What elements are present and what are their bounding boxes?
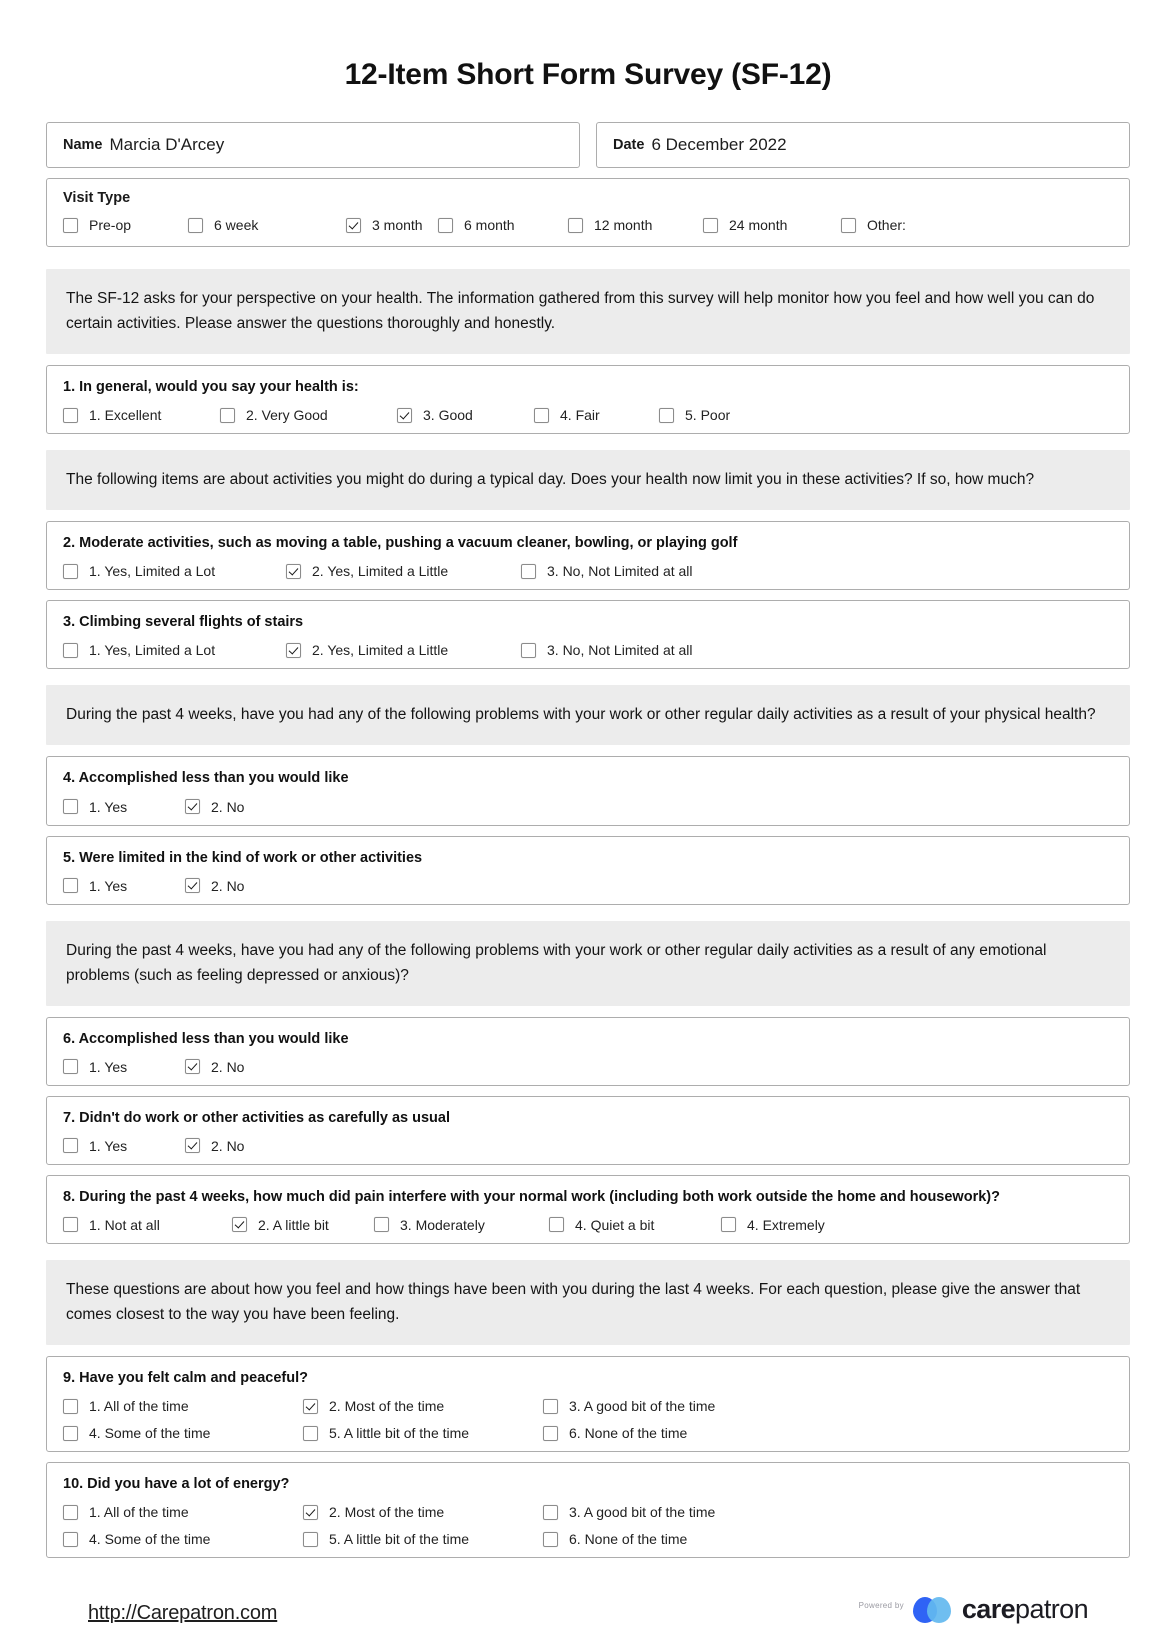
checkbox-option-label: 3. Moderately <box>400 1216 485 1233</box>
checkbox-option[interactable] <box>521 563 693 579</box>
checkbox-option-label: 2. A little bit <box>258 1216 329 1233</box>
checkbox-icon[interactable] <box>568 218 583 233</box>
checkbox-option[interactable] <box>63 642 286 658</box>
checkbox-option[interactable] <box>63 799 185 815</box>
checkbox-icon[interactable] <box>188 218 203 233</box>
brand-name-bold: care <box>961 1594 1016 1625</box>
checkbox-checked-icon[interactable] <box>185 1138 200 1153</box>
checkbox-option[interactable] <box>63 1398 303 1414</box>
checkbox-icon[interactable] <box>534 408 549 423</box>
question-3-options <box>63 642 1113 658</box>
checkbox-checked-icon[interactable] <box>303 1399 318 1414</box>
checkbox-icon[interactable] <box>521 643 536 658</box>
checkbox-option[interactable] <box>63 878 185 894</box>
checkbox-option[interactable] <box>185 799 244 815</box>
question-1-text: 1. In general, would you say your health is: <box>63 379 359 396</box>
feelings-instruction: These questions are about how you feel and how things have been with you during the last 4 weeks. For each question, please give the answer that comes closest to the way you have been feeling. <box>46 1260 1130 1345</box>
checkbox-option-label: 1. Yes <box>89 877 128 894</box>
checkbox-option[interactable] <box>63 1504 303 1520</box>
checkbox-option[interactable] <box>438 217 568 233</box>
checkbox-option-label: 2. No <box>211 798 245 815</box>
question-5-options <box>63 878 1113 894</box>
checkbox-icon[interactable] <box>63 1505 78 1520</box>
checkbox-icon[interactable] <box>63 1399 78 1414</box>
checkbox-option[interactable] <box>63 217 188 233</box>
checkbox-option-label: 1. Yes <box>89 1137 128 1154</box>
question-3 <box>46 600 1130 669</box>
question-8 <box>46 1175 1130 1244</box>
checkbox-option-label: 4. Some of the time <box>89 1425 211 1442</box>
checkbox-option[interactable] <box>63 1425 303 1441</box>
checkbox-option[interactable] <box>63 1217 232 1233</box>
checkbox-option-label: 4. Fair <box>560 407 600 424</box>
question-9 <box>46 1356 1130 1452</box>
checkbox-icon[interactable] <box>659 408 674 423</box>
physical-health-instruction: During the past 4 weeks, have you had any of the following problems with your work or other regular daily activities as a result of your physical health? <box>46 685 1130 745</box>
checkbox-option[interactable] <box>286 563 521 579</box>
checkbox-option-label: 3. No, Not Limited at all <box>547 563 693 580</box>
name-label: Name <box>63 137 103 153</box>
checkbox-option-label: 2. Very Good <box>246 407 328 424</box>
checkbox-option[interactable] <box>286 642 521 658</box>
intro-instruction: The SF-12 asks for your perspective on your health. The information gathered from this survey will help monitor how you feel and how well you can do certain activities. Please answer the questions thoroughly and honestly. <box>46 269 1130 354</box>
checkbox-option[interactable] <box>397 407 534 423</box>
checkbox-option-label: 2. Yes, Limited a Little <box>312 563 449 580</box>
checkbox-checked-icon[interactable] <box>185 799 200 814</box>
checkbox-option[interactable] <box>841 217 906 233</box>
checkbox-option[interactable] <box>568 217 703 233</box>
checkbox-option-label: 3. Good <box>423 407 473 424</box>
checkbox-checked-icon[interactable] <box>346 218 361 233</box>
checkbox-option[interactable] <box>543 1425 1113 1441</box>
checkbox-icon[interactable] <box>721 1217 736 1232</box>
checkbox-icon[interactable] <box>63 1532 78 1547</box>
checkbox-option-label: 4. Some of the time <box>89 1531 211 1548</box>
checkbox-checked-icon[interactable] <box>185 878 200 893</box>
checkbox-icon[interactable] <box>63 878 78 893</box>
checkbox-option-label: 5. Poor <box>685 407 731 424</box>
checkbox-option[interactable] <box>63 1138 185 1154</box>
checkbox-option-label: 2. Yes, Limited a Little <box>312 642 449 659</box>
checkbox-icon[interactable] <box>703 218 718 233</box>
checkbox-checked-icon[interactable] <box>286 564 301 579</box>
checkbox-option-label: 3 month <box>372 217 423 233</box>
question-7-text: 7. Didn't do work or other activities as carefully as usual <box>63 1109 451 1126</box>
checkbox-option[interactable] <box>185 1138 244 1154</box>
checkbox-option[interactable] <box>63 1059 185 1075</box>
checkbox-option[interactable] <box>543 1398 1113 1414</box>
checkbox-option-label: 3. A good bit of the time <box>569 1398 716 1415</box>
checkbox-option[interactable] <box>303 1531 543 1547</box>
checkbox-icon[interactable] <box>438 218 453 233</box>
checkbox-option[interactable] <box>303 1425 543 1441</box>
checkbox-checked-icon[interactable] <box>185 1059 200 1074</box>
question-10-text: 10. Did you have a lot of energy? <box>63 1476 290 1493</box>
question-3-text: 3. Climbing several flights of stairs <box>63 614 304 631</box>
question-1-options <box>63 407 1113 423</box>
checkbox-option[interactable] <box>659 407 869 423</box>
question-6-text: 6. Accomplished less than you would like <box>63 1030 349 1047</box>
checkbox-option[interactable] <box>549 1217 721 1233</box>
question-8-text: 8. During the past 4 weeks, how much did pain interfere with your normal work (including both work outside the home and housework)? <box>63 1188 1000 1205</box>
visit-type-options <box>63 217 1113 233</box>
powered-by-label: Powered by <box>858 1600 904 1610</box>
question-8-options <box>63 1217 1113 1233</box>
checkbox-option-label: 2. Most of the time <box>329 1398 445 1415</box>
checkbox-option-label: Other: <box>867 217 906 233</box>
checkbox-option[interactable] <box>534 407 659 423</box>
checkbox-icon[interactable] <box>63 1138 78 1153</box>
question-4-options <box>63 799 1113 815</box>
checkbox-option-label: 1. Not at all <box>89 1216 160 1233</box>
question-5 <box>46 836 1130 905</box>
checkbox-checked-icon[interactable] <box>286 643 301 658</box>
question-9-options <box>63 1398 1113 1441</box>
page-title: 12-Item Short Form Survey (SF-12) <box>344 58 832 91</box>
checkbox-option-label: Pre-op <box>89 217 132 233</box>
checkbox-option-label: 5. A little bit of the time <box>329 1531 470 1548</box>
question-6-options <box>63 1059 1113 1075</box>
question-10-options <box>63 1504 1113 1547</box>
checkbox-icon[interactable] <box>63 564 78 579</box>
date-value: 6 December 2022 <box>651 135 787 154</box>
checkbox-option-label: 6. None of the time <box>569 1425 688 1442</box>
checkbox-option-label: 2. No <box>211 877 245 894</box>
checkbox-icon[interactable] <box>841 218 856 233</box>
checkbox-option-label: 12 month <box>594 217 653 233</box>
checkbox-option-label: 2. No <box>211 1058 245 1075</box>
checkbox-option-label: 1. Excellent <box>89 407 162 424</box>
name-value: Marcia D'Arcey <box>109 135 225 154</box>
checkbox-option-label: 6 month <box>464 217 515 233</box>
checkbox-option-label: 24 month <box>729 217 788 233</box>
checkbox-option[interactable] <box>63 407 220 423</box>
checkbox-icon[interactable] <box>543 1532 558 1547</box>
checkbox-option[interactable] <box>63 563 286 579</box>
checkbox-option[interactable] <box>220 407 397 423</box>
checkbox-icon[interactable] <box>374 1217 389 1232</box>
checkbox-checked-icon[interactable] <box>397 408 412 423</box>
checkbox-option-label: 1. Yes <box>89 1058 128 1075</box>
question-5-text: 5. Were limited in the kind of work or other activities <box>63 849 423 866</box>
checkbox-option[interactable] <box>188 217 346 233</box>
checkbox-option-label: 2. No <box>211 1137 245 1154</box>
activities-instruction: The following items are about activities you might do during a typical day. Does your health now limit you in these activities? If so, how much? <box>46 450 1130 510</box>
question-4-text: 4. Accomplished less than you would like <box>63 770 349 787</box>
checkbox-option-label: 3. A good bit of the time <box>569 1504 716 1521</box>
checkbox-option-label: 1. Yes <box>89 798 128 815</box>
checkbox-option[interactable] <box>703 217 841 233</box>
checkbox-icon[interactable] <box>220 408 235 423</box>
checkbox-option-label: 6 week <box>214 217 259 233</box>
checkbox-icon[interactable] <box>543 1399 558 1414</box>
question-4 <box>46 756 1130 825</box>
checkbox-option[interactable] <box>185 1059 244 1075</box>
checkbox-icon[interactable] <box>63 218 78 233</box>
checkbox-option[interactable] <box>721 1217 931 1233</box>
checkbox-option[interactable] <box>303 1398 543 1414</box>
checkbox-option[interactable] <box>346 217 438 233</box>
checkbox-option[interactable] <box>63 1531 303 1547</box>
checkbox-option[interactable] <box>374 1217 549 1233</box>
question-2-options <box>63 563 1113 579</box>
checkbox-option-label: 2. Most of the time <box>329 1504 445 1521</box>
checkbox-icon[interactable] <box>63 1426 78 1441</box>
question-6 <box>46 1017 1130 1086</box>
name-field[interactable] <box>46 122 580 168</box>
date-label: Date <box>613 137 645 153</box>
checkbox-icon[interactable] <box>303 1532 318 1547</box>
checkbox-option-label: 1. All of the time <box>89 1398 189 1415</box>
checkbox-icon[interactable] <box>303 1426 318 1441</box>
carepatron-link[interactable]: http://Carepatron.com <box>88 1602 278 1625</box>
checkbox-option[interactable] <box>303 1504 543 1520</box>
page-footer <box>46 1594 1130 1625</box>
emotional-problems-instruction: During the past 4 weeks, have you had any of the following problems with your work or other regular daily activities as a result of any emotional problems (such as feeling depressed or anxious)? <box>46 921 1130 1006</box>
checkbox-icon[interactable] <box>521 564 536 579</box>
visit-type-section <box>46 178 1130 247</box>
checkbox-option[interactable] <box>185 878 244 894</box>
checkbox-option[interactable] <box>543 1531 1113 1547</box>
checkbox-option-label: 3. No, Not Limited at all <box>547 642 693 659</box>
checkbox-icon[interactable] <box>63 408 78 423</box>
checkbox-option-label: 1. All of the time <box>89 1504 189 1521</box>
checkbox-option-label: 5. A little bit of the time <box>329 1425 470 1442</box>
question-1 <box>46 365 1130 434</box>
checkbox-icon[interactable] <box>63 1059 78 1074</box>
checkbox-icon[interactable] <box>543 1426 558 1441</box>
carepatron-wordmark <box>962 1594 1088 1625</box>
checkbox-option-label: 1. Yes, Limited a Lot <box>89 642 216 659</box>
visit-type-label: Visit Type <box>63 190 131 206</box>
checkbox-icon[interactable] <box>63 1217 78 1232</box>
checkbox-option-label: 4. Quiet a bit <box>575 1216 655 1233</box>
checkbox-option[interactable] <box>232 1217 374 1233</box>
question-9-text: 9. Have you felt calm and peaceful? <box>63 1370 308 1386</box>
carepatron-logo-icon <box>913 1595 953 1625</box>
question-10 <box>46 1462 1130 1558</box>
question-7-options <box>63 1138 1113 1154</box>
checkbox-icon[interactable] <box>549 1217 564 1232</box>
question-7 <box>46 1096 1130 1165</box>
checkbox-option-label: 6. None of the time <box>569 1531 688 1548</box>
checkbox-option[interactable] <box>543 1504 1113 1520</box>
question-2-text: 2. Moderate activities, such as moving a table, pushing a vacuum cleaner, bowling, or playing golf <box>63 535 738 552</box>
question-2 <box>46 521 1130 590</box>
checkbox-option[interactable] <box>521 642 693 658</box>
header-fields-row <box>46 122 1130 168</box>
date-field[interactable] <box>596 122 1130 168</box>
checkbox-checked-icon[interactable] <box>232 1217 247 1232</box>
carepatron-branding <box>859 1594 1088 1625</box>
checkbox-icon[interactable] <box>63 799 78 814</box>
checkbox-icon[interactable] <box>63 643 78 658</box>
checkbox-option-label: 1. Yes, Limited a Lot <box>89 563 216 580</box>
brand-name-light: patron <box>1015 1594 1088 1625</box>
checkbox-icon[interactable] <box>543 1505 558 1520</box>
checkbox-checked-icon[interactable] <box>303 1505 318 1520</box>
checkbox-option-label: 4. Extremely <box>747 1216 825 1233</box>
